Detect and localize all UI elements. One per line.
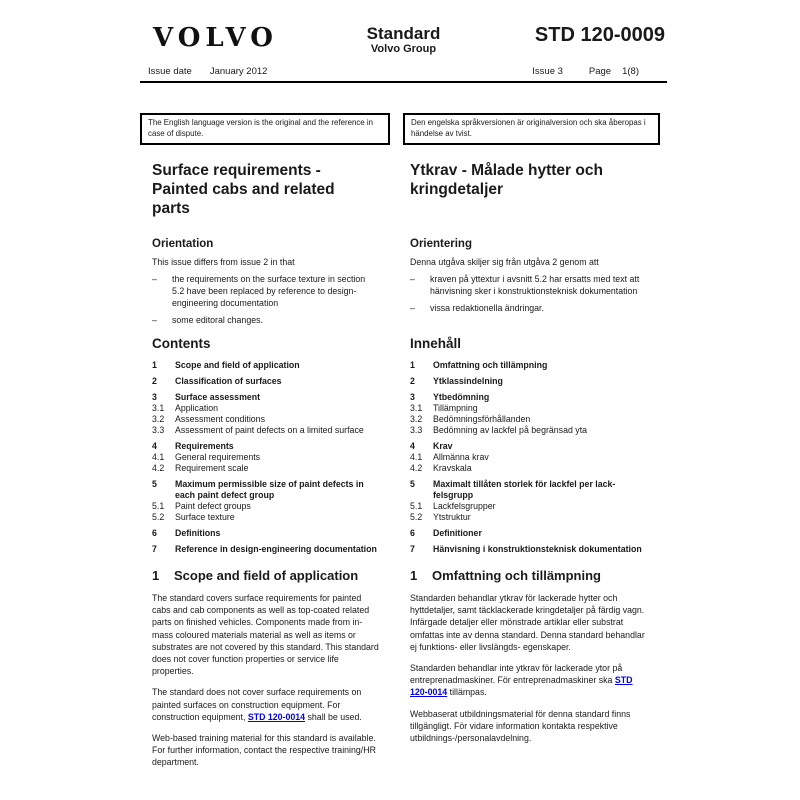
toc-row (152, 403, 390, 414)
document-type: Standard (366, 24, 441, 43)
paragraph (152, 686, 390, 723)
contents-heading-en: Contents (152, 336, 211, 351)
toc-number: 4 (152, 441, 157, 451)
bullet-item (152, 314, 390, 326)
paragraph: Web-based training material for this standard is available. For further information, contact the respective training/HR department. (152, 733, 376, 768)
toc-row (152, 463, 390, 474)
toc-sv (403, 355, 660, 555)
document-header (140, 20, 667, 64)
toc-number: 5 (410, 479, 415, 489)
toc-row (410, 512, 660, 523)
toc-number: 5.2 (152, 512, 165, 522)
toc-number: 3.3 (410, 425, 423, 435)
toc-row (152, 512, 390, 523)
toc-label: General requirements (175, 452, 261, 462)
toc-number: 3.3 (152, 425, 165, 435)
page-number: 1(8) (622, 66, 639, 77)
toc-row (410, 544, 660, 555)
toc-number: 1 (152, 360, 157, 370)
toc-row (152, 392, 390, 403)
toc-label: Tillämpning (433, 403, 478, 413)
orientation-bullets-en (140, 268, 390, 326)
toc-label: Assessment conditions (175, 414, 265, 424)
toc-number: 5.1 (410, 501, 423, 511)
section1-body-sv (403, 584, 660, 769)
toc-label: Bedömningsförhållanden (433, 414, 531, 424)
toc-label: Definitions (175, 528, 221, 538)
toc-row (410, 414, 660, 425)
toc-number: 7 (152, 544, 157, 554)
toc-label: Omfattning och tillämpning (433, 360, 548, 370)
section1-number-sv: 1 (410, 568, 418, 583)
toc-row (410, 441, 660, 452)
toc-label: Reference in design-engineering documentation (175, 544, 377, 554)
notice-box-sv: Den engelska språkversionen är originalversion och ska åberopas i händelse av tvist. (403, 113, 660, 145)
toc-label: Lackfelsgrupper (433, 501, 496, 511)
page-label: Page (588, 66, 612, 77)
paragraph: Webbaserat utbildningsmaterial för denna standard finns tillgängligt. För vidare information kontakta respektive utbildnings-/personalavdelning. (410, 708, 631, 744)
issue-date-value: January 2012 (209, 66, 268, 77)
toc-number: 2 (152, 376, 157, 386)
toc-label: Allmänna krav (433, 452, 489, 462)
section1-number-en: 1 (152, 568, 160, 583)
toc-row (410, 501, 660, 512)
toc-number: 3 (410, 392, 415, 402)
toc-row (152, 501, 390, 512)
paragraph: The standard covers surface requirements for painted cabs and cab components as well as top-coated related parts on finished vehicles. Components made from in-mass coloured materials material as well as items or substrates are not covered by this standard. This standard does not cover function properties or service life properties. (152, 593, 379, 677)
toc-number: 6 (152, 528, 157, 538)
toc-label: Surface texture (175, 512, 235, 522)
toc-number: 3.2 (152, 414, 165, 424)
toc-label: Ytklassindelning (433, 376, 503, 386)
toc-row (152, 425, 390, 436)
toc-number: 4.2 (152, 463, 165, 473)
toc-number: 2 (410, 376, 415, 386)
std-120-0014-link[interactable]: STD 120-0014 (410, 675, 633, 698)
toc-label: Maximalt tillåten storlek för lackfel per lack-felsgrupp (433, 479, 616, 500)
section1-heading-sv (410, 568, 660, 584)
bullet-item (410, 302, 660, 314)
toc-row (152, 441, 390, 452)
bullet-text: kraven på yttextur i avsnitt 5.2 har ersatts med text att hänvisning sker i konstruktionsteknisk dokumentation (430, 274, 640, 296)
toc-label: Application (175, 403, 219, 413)
paragraph (410, 662, 660, 699)
toc-number: 3.1 (152, 403, 165, 413)
toc-row (410, 392, 660, 403)
toc-number: 3 (152, 392, 157, 402)
paragraph-text: Standarden behandlar inte ytkrav för lackerade ytor på entreprenadmaskiner. För entreprenadmaskiner ska (410, 663, 623, 686)
issue-number: Issue 3 (532, 66, 563, 77)
document-title-en: Surface requirements - Painted cabs and related parts (152, 162, 335, 217)
orientation-intro-en: This issue differs from issue 2 in that (152, 257, 295, 267)
toc-label: Requirements (175, 441, 234, 451)
toc-number: 5.2 (410, 512, 423, 522)
document-number: STD 120-0009 (534, 24, 665, 46)
contents-heading-sv: Innehåll (410, 336, 462, 351)
orientation-heading-en: Orientation (152, 238, 214, 250)
toc-number: 6 (410, 528, 415, 538)
bullet-dash: – (410, 303, 415, 313)
document-title-sv: Ytkrav - Målade hytter och kringdetaljer (410, 162, 603, 198)
section1-title-en: Scope and field of application (174, 568, 359, 583)
paragraph: Standarden behandlar ytkrav för lackerade hytter och hyttdetaljer, samt täcklackerade kringdetaljer på färdig vagn. Infärgade detaljer eller mönstrade artiklar eller substrat omfattas inte av denna standard. Denna standard behandlar ej funktions- eller livslängds- egenskaper. (410, 593, 645, 652)
issue-page-group (532, 66, 667, 77)
toc-label: Hänvisning i konstruktionsteknisk dokumentation (433, 544, 642, 554)
std-120-0014-link[interactable]: STD 120-0014 (247, 711, 306, 722)
toc-row (152, 452, 390, 463)
toc-number: 4.1 (152, 452, 165, 462)
paragraph-text: tillämpas. (447, 687, 487, 698)
toc-label: Kravskala (433, 463, 472, 473)
bullet-dash: – (152, 274, 157, 284)
toc-number: 4 (410, 441, 415, 451)
toc-row (410, 360, 660, 371)
issue-row (140, 66, 667, 77)
bullet-text: the requirements on the surface texture in section 5.2 have been replaced by reference to design-engineering documentation (172, 274, 366, 308)
toc-number: 4.2 (410, 463, 423, 473)
toc-row (410, 528, 660, 539)
organization-name: Volvo Group (370, 43, 437, 55)
paragraph-text: The standard does not cover surface requirements on painted surfaces on construction equipment. For construction equipment, (152, 687, 362, 722)
orientation-intro-sv: Denna utgåva skiljer sig från utgåva 2 genom att (410, 257, 599, 267)
toc-label: Ytstruktur (433, 512, 471, 522)
toc-label: Surface assessment (175, 392, 261, 402)
toc-number: 3.2 (410, 414, 423, 424)
volvo-logo: VOLVO (153, 23, 278, 53)
header-rule (140, 81, 667, 83)
bullet-text: some editoral changes. (172, 315, 263, 325)
toc-label: Assessment of paint defects on a limited surface (175, 425, 364, 435)
toc-row (410, 376, 660, 387)
section1-heading-en (152, 568, 390, 584)
toc-label: Maximum permissible size of paint defects in each paint defect group (175, 479, 364, 500)
toc-number: 5.1 (152, 501, 165, 511)
toc-label: Ytbedömning (433, 392, 490, 402)
standard-document-page (140, 20, 667, 769)
toc-row (152, 528, 390, 539)
toc-row (152, 376, 390, 387)
toc-row (410, 463, 660, 474)
toc-row (410, 452, 660, 463)
orientation-bullets-sv (403, 268, 660, 326)
toc-row (410, 425, 660, 436)
toc-number: 5 (152, 479, 157, 489)
bullet-item (410, 273, 660, 297)
section1-body-en (140, 584, 390, 769)
section1-title-sv: Omfattning och tillämpning (432, 568, 601, 583)
bullet-item (152, 273, 390, 309)
toc-label: Requirement scale (175, 463, 249, 473)
toc-label: Classification of surfaces (175, 376, 282, 386)
toc-row (152, 479, 390, 501)
toc-en (140, 355, 390, 555)
bullet-dash: – (410, 274, 415, 284)
toc-row (410, 403, 660, 414)
toc-number: 7 (410, 544, 415, 554)
toc-row (152, 414, 390, 425)
orientation-heading-sv: Orientering (410, 238, 472, 250)
toc-number: 4.1 (410, 452, 423, 462)
toc-number: 3.1 (410, 403, 423, 413)
notice-box-en: The English language version is the original and the reference in case of dispute. (140, 113, 390, 145)
paragraph-text: shall be used. (305, 711, 362, 722)
toc-row (152, 544, 390, 555)
toc-row (152, 360, 390, 371)
toc-label: Krav (433, 441, 453, 451)
toc-label: Scope and field of application (175, 360, 300, 370)
bullet-dash: – (152, 315, 157, 325)
toc-label: Paint defect groups (175, 501, 251, 511)
toc-label: Bedömning av lackfel på begränsad yta (433, 425, 588, 435)
issue-date-label: Issue date (148, 66, 192, 77)
toc-number: 1 (410, 360, 415, 370)
toc-label: Definitioner (433, 528, 482, 538)
bullet-text: vissa redaktionella ändringar. (430, 303, 544, 313)
toc-row (410, 479, 660, 501)
